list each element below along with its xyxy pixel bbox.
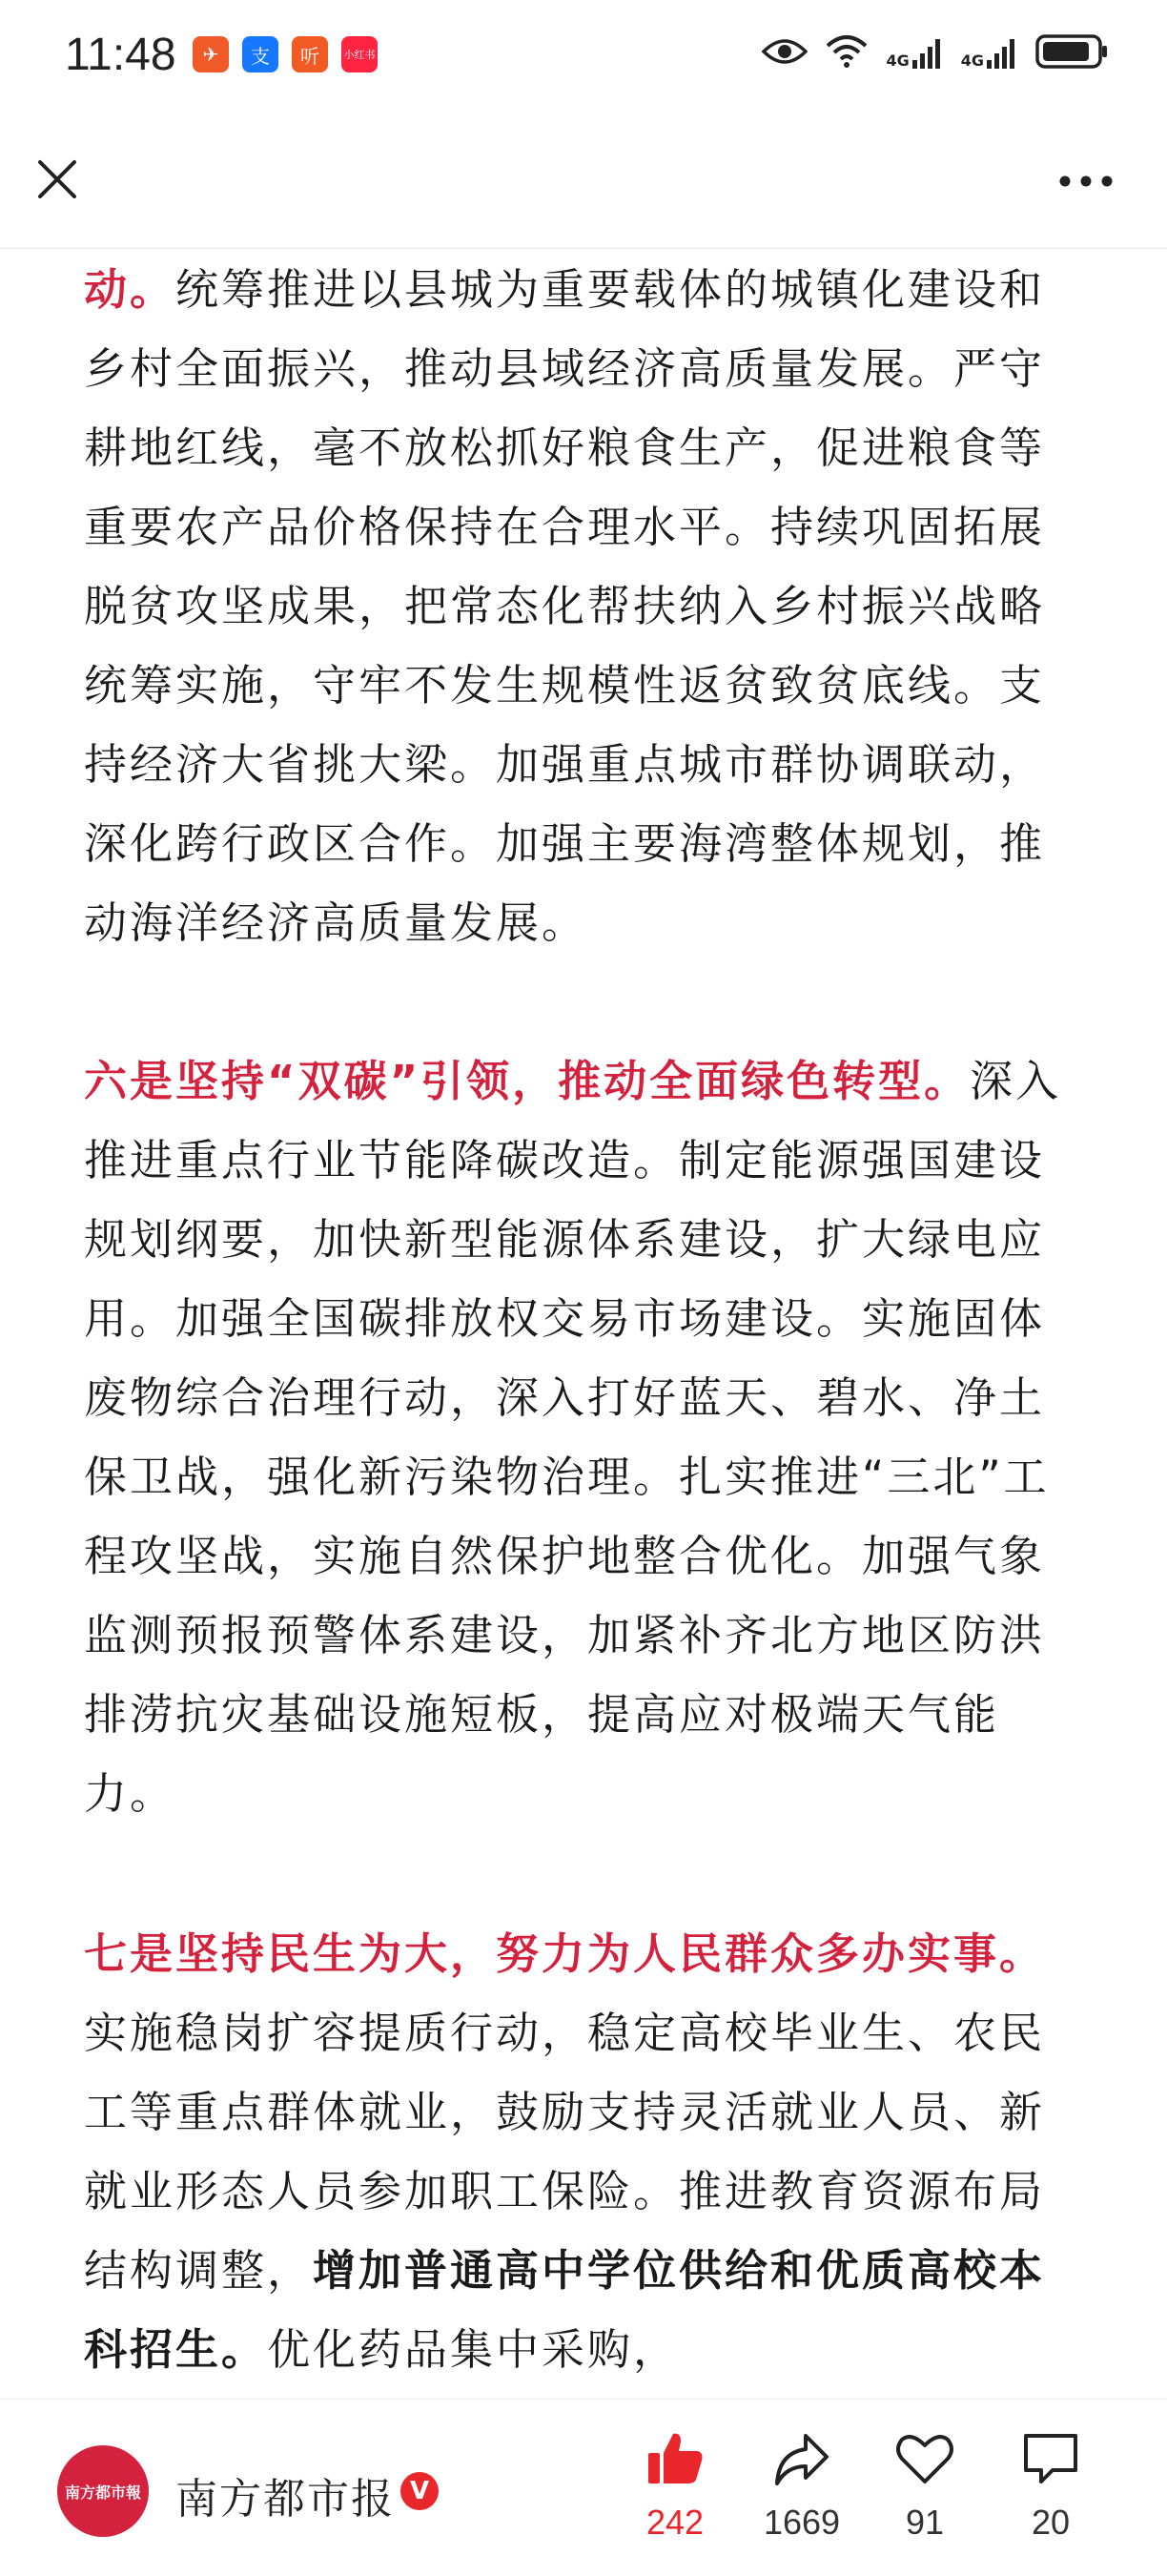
more-options-button[interactable] bbox=[1053, 157, 1119, 205]
status-bar bbox=[0, 0, 1167, 114]
body-text: 统筹推进以县城为重要载体的城镇化建设和乡村全面振兴，推动县域经济高质量发展。严守耕地红线，毫不放松抓好粮食生产，促进粮食等重要农产品价格保持在合理水平。持续巩固拓展脱贫攻坚成果，把常态化帮扶纳入乡村振兴战略统筹实施，守牢不发生规模性返贫致贫底线。支持经济大省挑大梁。加强重点城市群协调联动，深化跨行政区合作。加强主要海湾整体规划，推动海洋经济高质量发展。 bbox=[84, 264, 1046, 948]
notification-icons bbox=[193, 36, 378, 72]
like-count: 242 bbox=[645, 2503, 705, 2542]
share-icon bbox=[771, 2428, 832, 2489]
body-text: 深入推进重点行业节能降碳改造。制定能源强国建设规划纲要，加快新型能源体系建设，扩大绿电应用。加强全国碳排放权交易市场建设。实施固体废物综合治理行动，深入打好蓝天、碧水、净土保卫战，强化新污染物治理。扎实推进“三北”工程攻坚战，实施自然保护地整合优化。加强气象监测预报预警体系建设，加紧补齐北方地区防洪排涝抗灾基础设施短板，提高应对极端天气能力。 bbox=[84, 1056, 1062, 1819]
bottom-action-bar bbox=[0, 2399, 1167, 2576]
bold-text: 增加普通高中学位供给和优质高校本科招生。 bbox=[84, 2245, 1046, 2375]
battery-icon bbox=[1035, 32, 1110, 74]
comment-icon bbox=[1020, 2428, 1081, 2489]
share-button[interactable] bbox=[745, 2428, 859, 2562]
highlighted-heading-text: 六是坚持“双碳”引领，推动全面绿色转型。 bbox=[84, 1056, 971, 1106]
comment-button[interactable] bbox=[993, 2428, 1108, 2562]
body-text: 优化药品集中采购， bbox=[267, 2324, 680, 2375]
highlighted-heading-text: 七是坚持民生为大，努力为人民群众多办实事。 bbox=[84, 1928, 1046, 1979]
system-icons bbox=[762, 32, 1110, 74]
heart-icon bbox=[894, 2428, 955, 2489]
favorite-count: 91 bbox=[905, 2503, 945, 2542]
highlighted-heading-text: 动。 bbox=[84, 264, 176, 315]
top-nav bbox=[0, 124, 1167, 249]
article-body bbox=[0, 250, 1167, 2396]
article-paragraph bbox=[84, 250, 1083, 962]
wifi-icon bbox=[825, 34, 869, 72]
listen-app-icon: 听 bbox=[292, 36, 328, 72]
eye-comfort-icon bbox=[762, 36, 808, 71]
favorite-button[interactable] bbox=[868, 2428, 982, 2562]
publisher-avatar[interactable] bbox=[57, 2445, 149, 2537]
share-count: 1669 bbox=[763, 2503, 841, 2542]
more-icon bbox=[1057, 175, 1115, 188]
close-button[interactable] bbox=[31, 153, 84, 206]
article-paragraph bbox=[84, 1914, 1083, 2389]
like-button[interactable] bbox=[618, 2428, 732, 2562]
comment-count: 20 bbox=[1031, 2503, 1071, 2542]
xiaohongshu-icon: 小红书 bbox=[341, 36, 378, 72]
body-text: 实施稳岗扩容提质行动，稳定高校毕业生、农民工等重点群体就业，鼓励支持灵活就业人员、新就业形态人员参加职工保险。推进教育资源布局结构调整， bbox=[84, 2008, 1046, 2296]
article-paragraph bbox=[84, 1041, 1083, 1833]
publisher-logo-text: 南方都市報 bbox=[64, 2483, 141, 2502]
verified-badge: V bbox=[400, 2472, 439, 2510]
status-time: 11:48 bbox=[65, 30, 176, 80]
thumbs-up-icon bbox=[645, 2428, 706, 2489]
app-notify-icon: ✈ bbox=[193, 36, 229, 72]
signal-icon-2: 4G bbox=[961, 37, 1018, 70]
signal-icon-1: 4G bbox=[886, 37, 943, 70]
publisher-name[interactable]: 南方都市报 bbox=[175, 2475, 395, 2524]
alipay-icon: 支 bbox=[242, 36, 278, 72]
close-icon bbox=[34, 156, 80, 202]
